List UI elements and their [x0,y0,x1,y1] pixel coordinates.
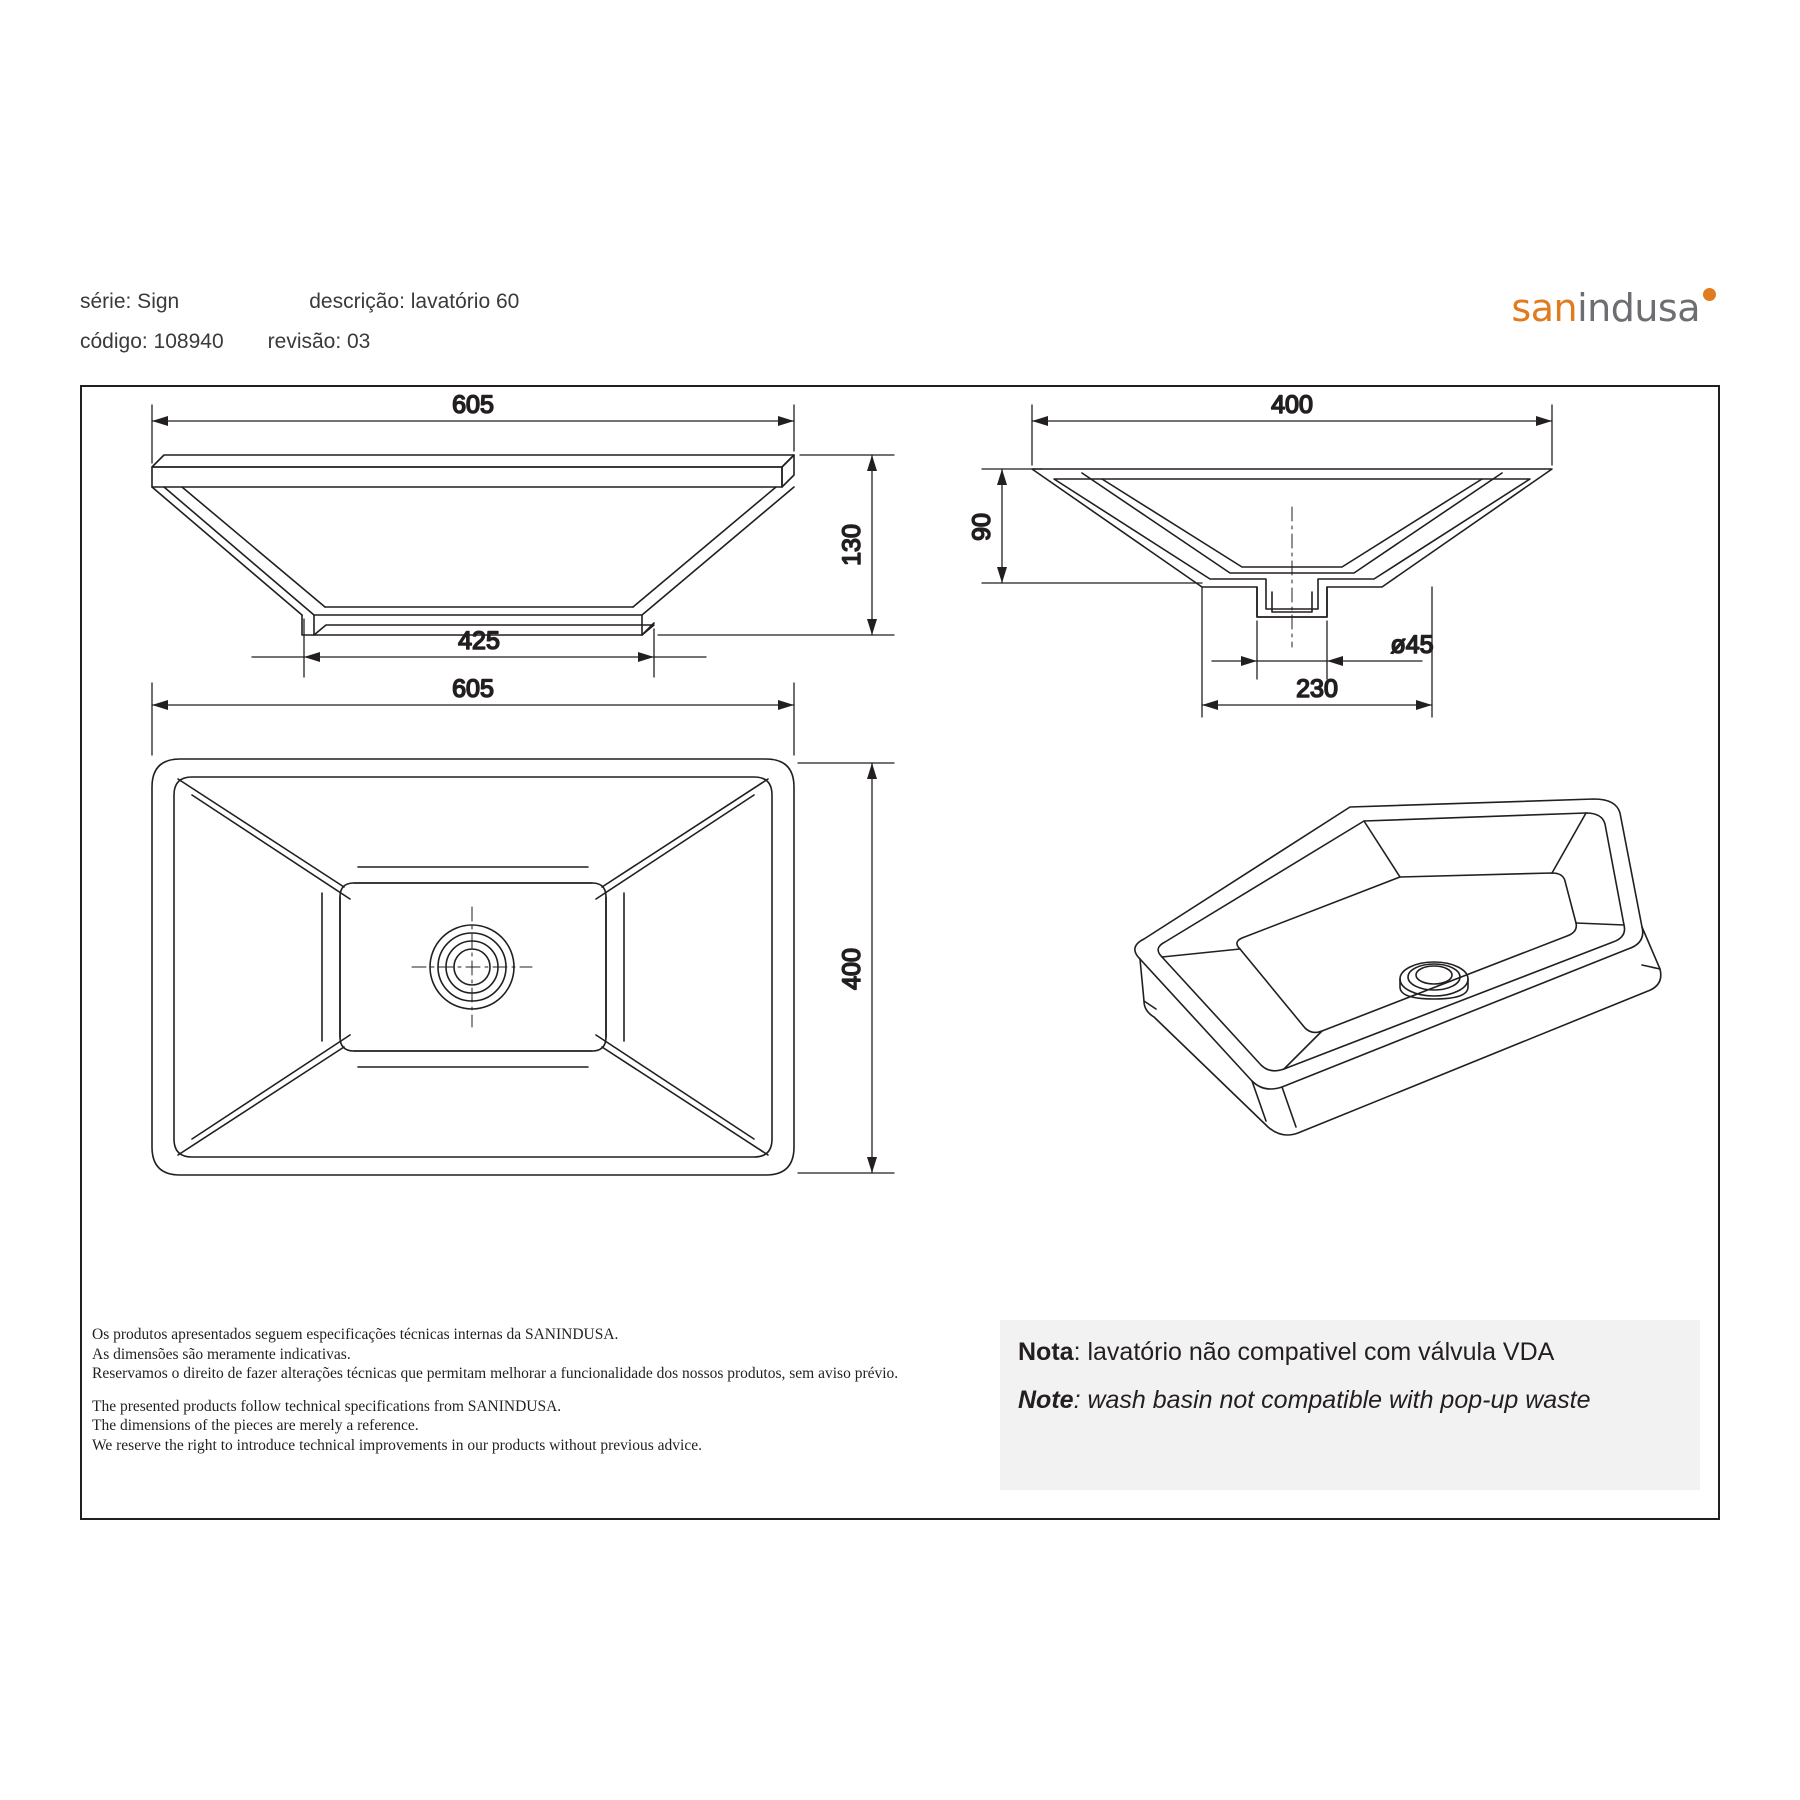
sanindusa-logo [1511,286,1700,330]
note-pt-text: : lavatório não compativel com válvula VDA [1073,1338,1555,1366]
disclaimer-en-3: We reserve the right to introduce technical improvements in our products without previous advice. [92,1436,702,1454]
drawing-header [80,286,1720,370]
disclaimer-pt-3: Reservamos o direito de fazer alterações técnicas que permitam melhorar a funcionalidade dos nossos produtos, sem aviso prévio. [92,1365,899,1382]
disclaimer-en-2: The dimensions of the pieces are merely a reference. [92,1417,419,1434]
note-en-label: Note [1018,1386,1074,1414]
dim-label-drain-offset: 230 [1296,675,1338,703]
dim-label-top-width: 605 [452,391,494,419]
note-en-text: : wash basin not compatible with pop-up waste [1073,1386,1591,1414]
perspective-view [1135,799,1661,1135]
dim-side-height [982,469,1202,583]
dim-label-side-width: 400 [1271,391,1313,419]
disclaimer-en-1: The presented products follow technical specifications from SANINDUSA. [92,1397,562,1415]
dim-label-front-base: 425 [458,627,500,655]
note-portuguese [1018,1336,1686,1368]
logo-dot-icon [1703,288,1716,301]
disclaimer-pt-1: Os produtos apresentados seguem especificações técnicas internas da SANINDUSA. [92,1326,619,1343]
dim-label-drain-diameter: ø45 [1390,631,1434,659]
header-line-2 [80,330,370,354]
logo-text-san: san [1511,286,1578,330]
code-label: código: 108940 [80,330,224,353]
dim-label-front-height: 130 [838,524,866,566]
disclaimer-pt-2: As dimensões são meramente indicativas. [92,1345,351,1363]
revision-label: revisão: 03 [267,330,371,353]
dim-label-side-height: 90 [968,513,996,541]
disclaimer-text [92,1325,1012,1455]
front-elevation-view [152,455,794,635]
header-line-1 [80,290,519,314]
note-box [1000,1320,1700,1490]
note-pt-label: Nota [1018,1338,1074,1366]
logo-text-indusa: indusa [1577,286,1700,330]
note-english [1018,1384,1686,1416]
series-label: série: Sign [80,290,180,313]
dim-label-plan-width: 605 [452,675,494,703]
dim-label-plan-depth: 400 [838,948,866,990]
description-label: descrição: lavatório 60 [309,290,520,313]
